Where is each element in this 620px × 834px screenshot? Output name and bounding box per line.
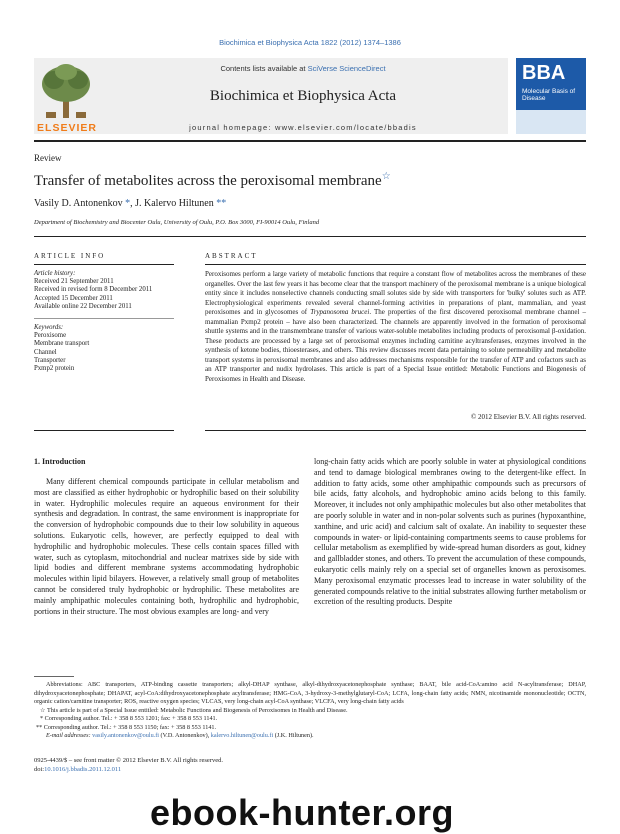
email-label: E-mail addresses: <box>46 732 93 739</box>
cover-image-strip <box>516 110 586 134</box>
abstract-copyright: © 2012 Elsevier B.V. All rights reserved. <box>470 413 586 421</box>
keyword: Transporter <box>34 356 66 364</box>
contents-line <box>110 64 496 73</box>
cover-title: BBA <box>522 62 566 84</box>
watermark-text: ebook-hunter.org <box>150 792 454 833</box>
article-history <box>34 270 194 311</box>
elsevier-logo-text: ELSEVIER <box>37 122 97 134</box>
history-item: Received 21 September 2011 <box>34 278 114 286</box>
body-paragraph: Many different chemical compounds participate in cellular metabolism and most are classified as either hydrophobic or hydrophilic based on their solubility in water. Hydrophilic molecules require an aqueous environment for their synthesis and degradation. In contrast, the same environment is inappropriate for the conversion of hydrophobic compounds due to their low solubility in aqueous solutions. Eukaryotic cells, however, are perfectly equipped to deal with hydrophilic and hydrophobic molecules. These cells contain spaces filled with water, such as cytoplasm, mitochondrial and nuclear matrixes side by side with lipid bodies and different membrane systems accommodating hydrophobic molecules within lipid bilayers. However, a relatively small group of metabolites cannot be considered truly hydrophobic or hydrophilic. These metabolites are mainly amphipathic molecules containing both, hydrophilic and hydrophobic, portions in their structure. The most obvious examples are long- and very <box>34 477 299 616</box>
keywords <box>34 324 194 373</box>
header-rule <box>34 140 586 142</box>
author-name: J. Kalervo Hiltunen <box>135 198 214 209</box>
divider <box>34 318 174 319</box>
article-type: Review <box>34 153 62 163</box>
email-owner: (J.K. Hiltunen). <box>273 732 314 739</box>
corresponding-author-footnote: * Corresponding author. Tel.: + 358 8 553 1201; fax: + 358 8 553 1141. <box>40 715 218 722</box>
keyword: Channel <box>34 348 57 356</box>
divider <box>205 264 586 265</box>
history-item: Available online 22 December 2011 <box>34 302 132 310</box>
contents-prefix: Contents lists available at <box>220 64 308 73</box>
section-heading: 1. Introduction <box>34 457 86 466</box>
author-footnote-mark[interactable]: ** <box>216 198 227 209</box>
divider <box>34 264 174 265</box>
history-item: Received in revised form 8 December 2011 <box>34 286 153 294</box>
body-column-right <box>314 457 586 608</box>
corresponding-author-footnote: ** Corresponding author. Tel.: + 358 8 553 1150; fax: + 358 8 553 1141. <box>36 723 217 731</box>
doi-prefix: doi: <box>34 765 45 773</box>
history-label: Article history: <box>34 270 76 277</box>
keyword: Pxmp2 protein <box>34 365 75 373</box>
history-item: Accepted 15 December 2011 <box>34 294 113 302</box>
journal-citation: Biochimica et Biophysica Acta 1822 (2012) 1374–1386 <box>219 38 401 47</box>
keyword: Peroxisome <box>34 332 67 340</box>
abstract-part: Peroxisomes perform a large variety of metabolic functions that require a constant flow of metabolites across the membranes of these organelles. Over the last few years it has become clear that the transport machinery of the peroxisomal membrane is a unique biological entity since it includes nonselective channels conducting small solutes side by side with transporters for 'bulky' solutes such as ATP. Electrophysiological experiments revealed several channel-forming activities in preparations of plant, mammalian, and yeast peroxisomes and in glycosomes of <box>205 270 586 316</box>
article-title-text: Transfer of metabolites across the peroxisomal membrane <box>34 173 382 189</box>
keywords-label: Keywords: <box>34 324 64 331</box>
title-footnote-mark[interactable]: ☆ <box>381 171 391 182</box>
doi-line <box>34 766 223 775</box>
author-separator: , <box>130 198 136 209</box>
special-issue-footnote: ☆ This article is part of a Special Issue entitled: Metabolic Functions and Biogenesis of Peroxisomes in Health and Disease. <box>40 706 348 714</box>
issn-line: 0925-4439/$ – see front matter © 2012 Elsevier B.V. All rights reserved. <box>34 757 223 764</box>
footnotes <box>34 681 586 741</box>
sciencedirect-link[interactable]: SciVerse ScienceDirect <box>307 64 386 73</box>
journal-title: Biochimica et Biophysica Acta <box>209 88 397 104</box>
author-list <box>34 198 226 209</box>
abstract-heading: ABSTRACT <box>205 252 258 260</box>
footnote-rule <box>34 676 74 677</box>
journal-cover <box>516 58 586 134</box>
article-title <box>34 171 391 190</box>
author-name: Vasily D. Antonenkov <box>34 198 123 209</box>
body-column-left <box>34 477 299 617</box>
divider <box>34 430 174 431</box>
cover-subtitle: Molecular Basis of Disease <box>522 88 576 102</box>
email-link[interactable]: vasily.antonenkov@oulu.fi <box>92 732 159 739</box>
doi-link[interactable]: 10.1016/j.bbadis.2011.12.011 <box>44 765 122 773</box>
journal-homepage[interactable]: journal homepage: www.elsevier.com/locate/bbadis <box>189 123 417 132</box>
author-footnote-mark[interactable]: * <box>125 198 131 209</box>
author-affiliation: Department of Biochemistry and Biocenter Oulu, University of Oulu, P.O. Box 3000, FI-90014 Oulu, Finland <box>34 219 320 226</box>
publication-info <box>34 757 223 774</box>
email-owner: (V.D. Antonenkov), <box>159 732 211 739</box>
article-info-heading: ARTICLE INFO <box>34 252 106 260</box>
abstract-text <box>205 270 586 384</box>
abstract-part: . The properties of the first discovered peroxisomal membrane channel – mammalian Pxmp2 protein – have also been characterized. The channels are apparently involved in the formation of peroxisomal shuttle systems and in the transmembrane transfer of various water-soluble metabolites including products of peroxisomal β-oxidation. These products are processed by a large set of peroxisomal enzymes including carnitine acyltransferases, enzymes involved in the synthesis of ketone bodies, thioesterases, and others. This review discusses recent data pertaining to solute permeability and metabolite transport systems in peroxisomal membranes and also addresses mechanisms responsible for the transfer of ATP and cofactors such as an ATP transporter and nudix hydrolases. This article is part of a Special Issue entitled: Metabolic Functions and Biogenesis of Peroxisomes in Health and Disease. <box>205 308 586 383</box>
body-paragraph: long-chain fatty acids which are poorly soluble in water at physiological conditions and tend to damage biological membranes owing to the detergent-like effect. In addition to fatty acids, some other amphipathic compounds such as precursors of bile acids, fatty alcohols, and hydrophobic amino acids belong to this family. Moreover, it includes not only amphipathic molecules but also other metabolites that are poorly soluble in water and in non-polar solvents such as purines (hypoxanthine, xanthine, and uric acid) and calcium salt of oxalate. An inability to sequester these compounds in water- or lipid-containing compartments seems to cause problems for cellular metabolism as exemplified by wide-spread human disorders as gout, kidney and gallbladder stones, and others. To prevent the accumulation of these compounds, eukaryotic cells mainly rely on a special set of organelles known as peroxisomes. Many peroxisomal enzymatic processes lead to increase in water solubility of the generated compounds relative to the initial substrates allowing further metabolism or excretion of the resulting products. Despite <box>314 457 586 607</box>
abstract-organism: Trypanosoma brucei <box>310 308 370 316</box>
divider <box>205 430 586 431</box>
divider <box>34 236 586 237</box>
abbreviations-footnote: Abbreviations: ABC transporters, ATP-binding cassette transporters; alkyl-DHAP synthase, alkyl-dihydroxyacetonephosphate synthase; BAAT, bile acid-CoA:amino acid N-acyltransferase; DHAP, dihydroxyacetonephosphate; DHAPAT, acyl-CoA:dihydroxyacetonephosphate acyltransferase; HMG-CoA, 3-hydroxy-3-methylglutaryl-CoA; LCFA, long-chain fatty acids; NMN, nicotinamide mononucleotide; OCTN, organic cation/carnitine transporter; ROS, reactive oxygen species; VLCAS, very long-chain acyl-CoA synthase; VLCFA, very long-chain fatty acids <box>34 681 586 705</box>
email-link[interactable]: kalervo.hiltunen@oulu.fi <box>210 732 274 739</box>
keyword: Membrane transport <box>34 340 90 348</box>
